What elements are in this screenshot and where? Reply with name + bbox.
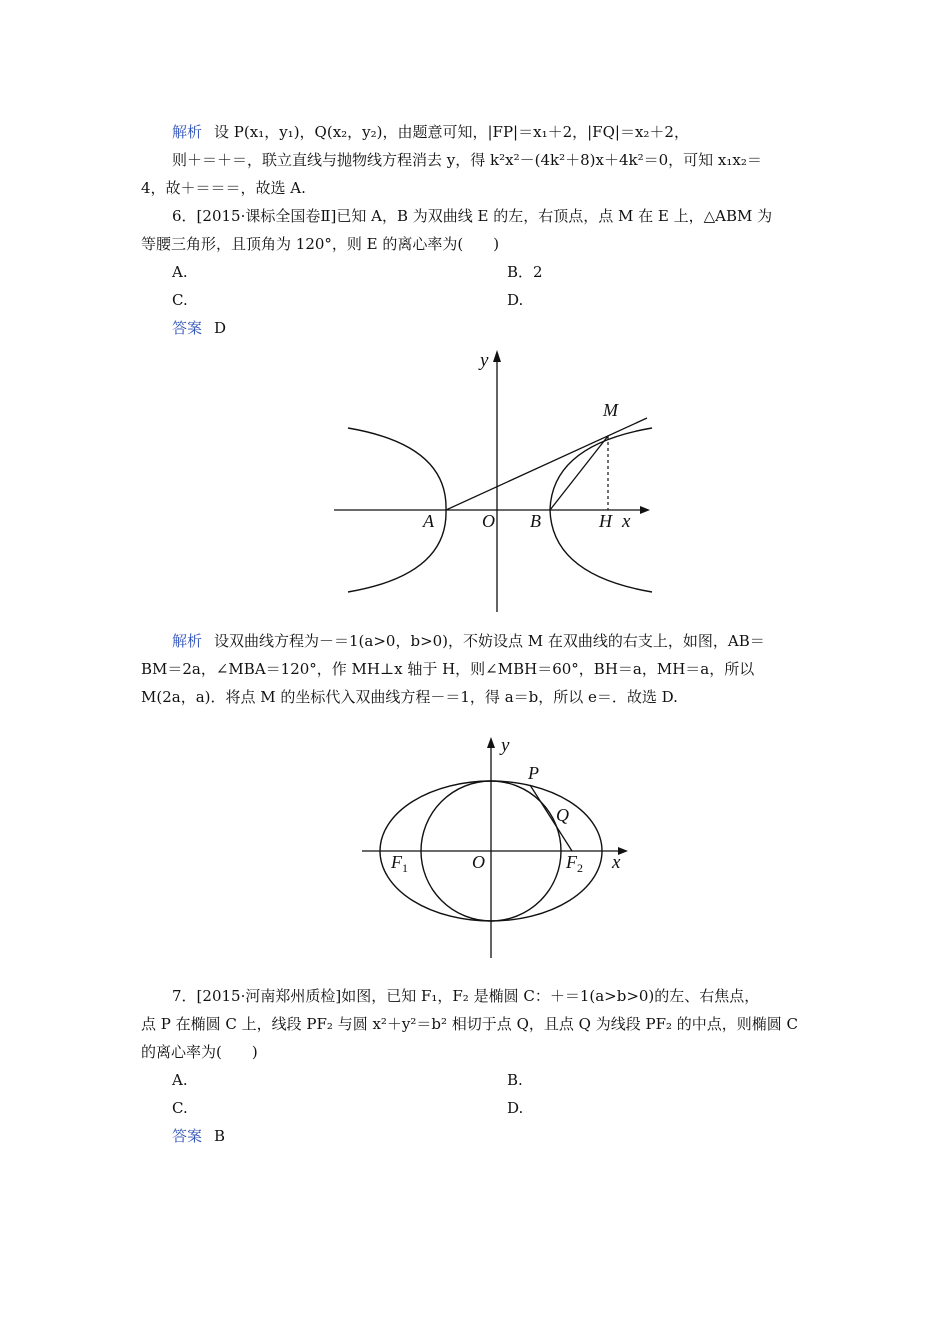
- answer-value: B: [214, 1127, 226, 1145]
- question-6-line-1: 6．[2015·课标全国卷Ⅱ]已知 A，B 为双曲线 E 的左，右顶点，点 M 在 E 上，△ABM 为: [172, 207, 773, 225]
- option-d: D.: [507, 1099, 524, 1117]
- label-b: B: [530, 511, 541, 531]
- label-h: H: [599, 511, 612, 531]
- option-a: A.: [172, 1071, 188, 1089]
- label-x: x: [622, 511, 631, 532]
- solution-prev-line-3: 4，故＋＝＝＝，故选 A.: [141, 179, 306, 197]
- label-a: A: [423, 511, 434, 531]
- answer-tag: 答案: [172, 319, 203, 337]
- label-m: M: [603, 400, 618, 420]
- answer-6: [172, 318, 226, 338]
- solution-6-line-1: [172, 631, 765, 651]
- solution-tag: 解析: [172, 123, 203, 141]
- solution-prev-line-2: 则＋＝＋＝，联立直线与抛物线方程消去 y，得 k²x²－(4k²＋8)x＋4k²＝0，可知 x₁x₂＝: [172, 151, 762, 169]
- label-o: O: [472, 852, 485, 872]
- label-p: P: [528, 763, 539, 783]
- answer-value: D: [214, 319, 227, 337]
- option-b: B.: [507, 1071, 523, 1089]
- label-f1: [390, 852, 408, 875]
- answer-7: [172, 1126, 225, 1146]
- label-f1-letter: F: [391, 852, 402, 872]
- solution-text: 设 P(x₁，y₁)，Q(x₂，y₂)，由题意可知，|FP|＝x₁＋2，|FQ|＝x₂＋2，: [214, 123, 689, 141]
- label-o: O: [482, 511, 495, 531]
- answer-tag: 答案: [172, 1127, 203, 1145]
- label-y: y: [480, 350, 489, 371]
- x-axis-arrow: [640, 506, 650, 514]
- option-b: B．2: [507, 263, 543, 281]
- question-7-line-3: 的离心率为( ): [141, 1043, 258, 1061]
- segment-bm: [550, 436, 608, 510]
- label-f2: [565, 852, 583, 875]
- solution-prev-line-1: [172, 122, 689, 142]
- ellipse-figure: [355, 730, 635, 962]
- question-7-line-1: 7．[2015·河南郑州质检]如图，已知 F₁，F₂ 是椭圆 C：＋＝1(a>b>0)的左、右焦点，: [172, 987, 760, 1005]
- label-x: x: [612, 852, 621, 873]
- option-d: D.: [507, 291, 524, 309]
- hyperbola-figure: [330, 345, 660, 615]
- label-q: Q: [556, 805, 569, 825]
- label-f2-sub: 2: [577, 861, 583, 875]
- question-7-line-2: 点 P 在椭圆 C 上，线段 PF₂ 与圆 x²＋y²＝b² 相切于点 Q，且点 Q 为线段 PF₂ 的中点，则椭圆 C: [141, 1015, 799, 1033]
- question-6-line-2: 等腰三角形，且顶角为 120°，则 E 的离心率为( ): [141, 235, 500, 253]
- label-f2-letter: F: [566, 852, 577, 872]
- y-axis-arrow: [493, 350, 501, 362]
- option-c: C.: [172, 291, 188, 309]
- solution-text: 设双曲线方程为－＝1(a>0，b>0)，不妨设点 M 在双曲线的右支上，如图，AB＝: [214, 632, 765, 650]
- solution-6-line-3: M(2a，a)．将点 M 的坐标代入双曲线方程－＝1，得 a＝b，所以 e＝．故选 D.: [141, 688, 678, 706]
- y-axis-arrow: [487, 737, 495, 748]
- label-y: y: [501, 735, 510, 756]
- label-f1-sub: 1: [402, 861, 408, 875]
- option-c: C.: [172, 1099, 188, 1117]
- solution-tag: 解析: [172, 632, 203, 650]
- option-a: A.: [172, 263, 188, 281]
- solution-6-line-2: BM＝2a，∠MBA＝120°，作 MH⊥x 轴于 H，则∠MBH＝60°，BH＝a，MH＝a，所以: [141, 660, 755, 678]
- segment-am: [446, 418, 647, 510]
